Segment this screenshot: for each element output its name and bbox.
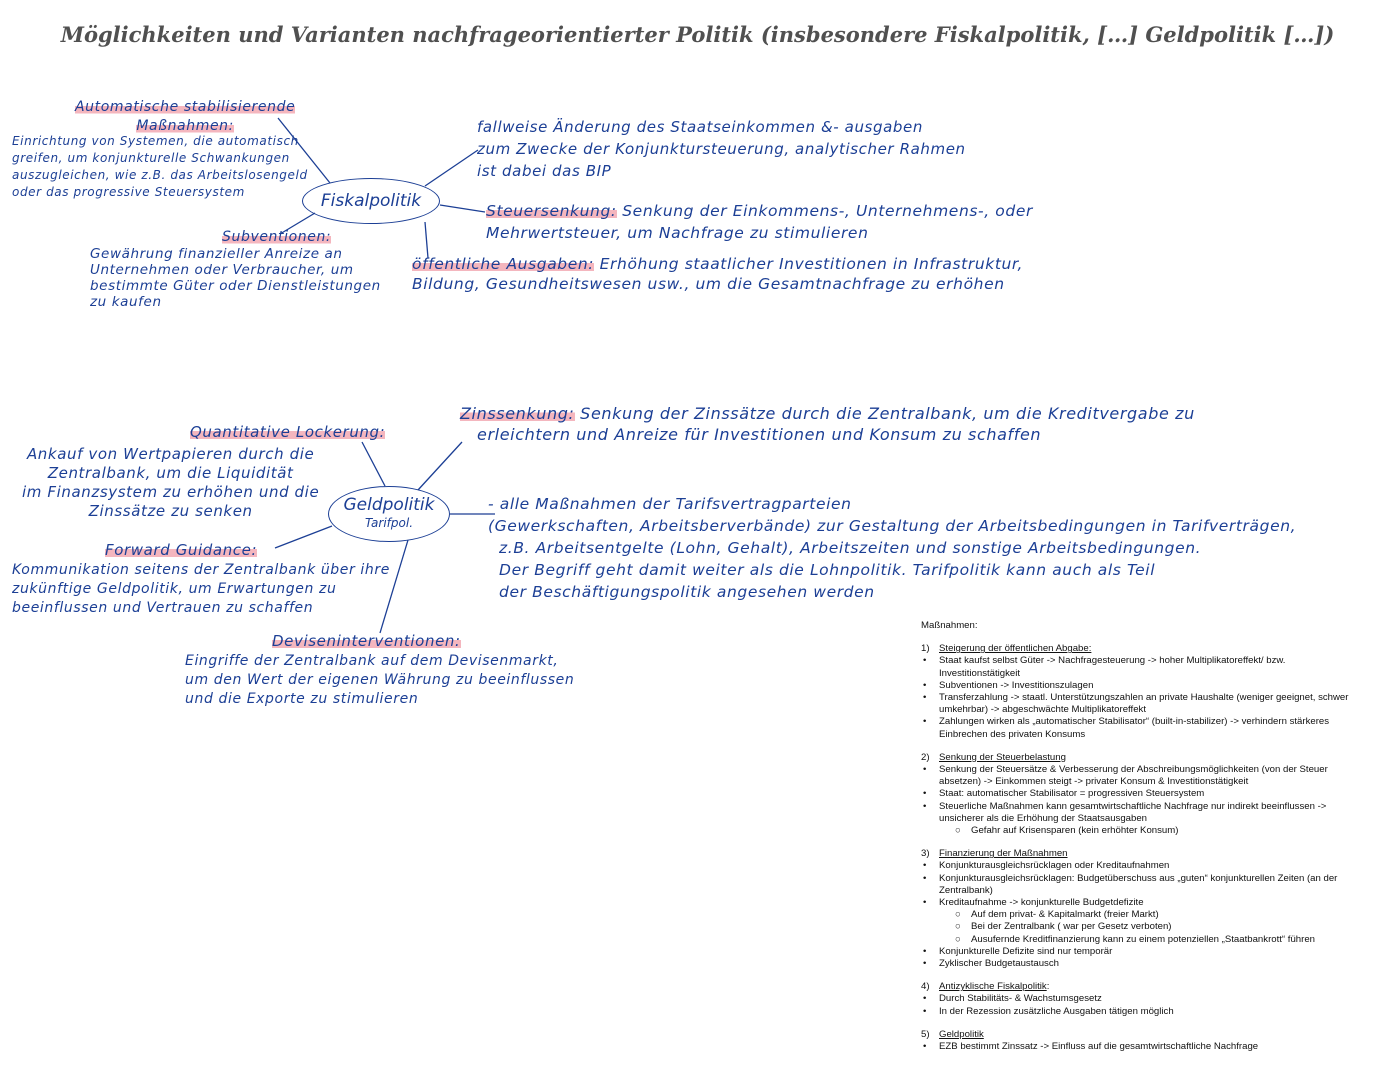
item-text: Gefahr auf Krisensparen (kein erhöhter Konsum) xyxy=(971,825,1179,837)
typed-section xyxy=(921,848,1361,970)
label-text: Subventionen: xyxy=(222,229,332,245)
typed-section xyxy=(921,643,1361,741)
bullet-icon: • xyxy=(923,897,927,909)
fiskalpolitik-node xyxy=(302,178,440,224)
subventionen-label xyxy=(222,228,331,247)
ql-label xyxy=(190,423,385,442)
subventionen-text: Gewährung finanzieller Anreize an Unternehmen oder Verbraucher, um bestimmte Güter oder Dienstleistungen zu kaufen xyxy=(90,246,381,310)
oeffentliche-ausgaben xyxy=(412,254,1023,294)
list-item xyxy=(921,680,1361,692)
bullet-icon: • xyxy=(923,1041,927,1053)
list-item xyxy=(921,788,1361,800)
typed-section xyxy=(921,1029,1361,1053)
list-item xyxy=(921,958,1361,970)
section-title: Senkung der Steuerbelastung xyxy=(939,751,1066,763)
page-title: Möglichkeiten und Varianten nachfrageorientierter Politik (insbesondere Fiskalpolitik, […] Geldpolitik […]) xyxy=(60,22,1335,47)
list-item xyxy=(921,946,1361,958)
bullet-icon: • xyxy=(923,1005,927,1017)
zinssenkung xyxy=(460,403,1195,445)
list-item xyxy=(921,1006,1361,1018)
devisen-text: Eingriffe der Zentralbank auf dem Devisenmarkt, um den Wert der eigenen Währung zu beeinflussen und die Exporte zu stimulieren xyxy=(185,653,575,707)
list-item xyxy=(921,825,1361,837)
item-text: Zyklischer Budgetaustausch xyxy=(939,958,1059,970)
fg-label xyxy=(105,541,257,560)
body-text: Senkung der Zinssätze durch die Zentralbank, um die Kreditvergabe zu erleichtern und Anreize für Investitionen und Konsum zu schaffen xyxy=(477,404,1195,444)
auto-stabilisator-text: Einrichtung von Systemen, die automatisch greifen, um konjunkturelle Schwankungen auszugleichen, wie z.B. das Arbeitslosengeld oder das progressive Steuersystem xyxy=(12,134,308,199)
list-item xyxy=(921,801,1361,825)
circle-bullet-icon: ○ xyxy=(955,909,961,921)
list-item xyxy=(921,716,1361,740)
section-heading xyxy=(921,848,1361,860)
bullet-icon: • xyxy=(923,655,927,667)
item-text: Durch Stabilitäts- & Wachstumsgesetz xyxy=(939,993,1102,1005)
geldpolitik-node xyxy=(328,486,450,542)
item-text: Auf dem privat- & Kapitalmarkt (freier Markt) xyxy=(971,909,1159,921)
section-heading xyxy=(921,643,1361,655)
auto-stabilisator-label xyxy=(75,98,295,136)
typed-notes xyxy=(921,620,1361,1053)
section-number: 3) xyxy=(921,848,930,860)
section-title: Geldpolitik xyxy=(939,1028,984,1040)
steuersenkung xyxy=(486,200,1033,244)
tarifpolitik-text: - alle Maßnahmen der Tarifsvertragparteien (Gewerkschaften, Arbeitsberverbände) zur Gestaltung der Arbeitsbedingungen in Tarifverträgen, z.B. Arbeitsentgelte (Lohn, Gehalt), Arbeitszeiten und sonstige Arbeitsbedingungen. Der Begriff geht damit weiter als die Lohnpolitik. Tarifpolitik kann auch als Teil der Beschäftigungspolitik angesehen werden xyxy=(488,495,1297,601)
fiskal-definition: fallweise Änderung des Staatseinkommen &- ausgaben zum Zwecke der Konjunktursteuerung, analytischer Rahmen ist dabei das BIP xyxy=(477,118,966,180)
list-item xyxy=(921,921,1361,933)
section-heading xyxy=(921,752,1361,764)
item-text: Subventionen -> Investitionszulagen xyxy=(939,679,1094,691)
bullet-icon: • xyxy=(923,679,927,691)
circle-bullet-icon: ○ xyxy=(955,825,961,837)
ql-text: Ankauf von Wertpapieren durch die Zentralbank, um die Liquidität im Finanzsystem zu erhöhen und die Zinssätze zu senken xyxy=(22,445,320,520)
section-number: 2) xyxy=(921,751,930,763)
node-label: Geldpolitik xyxy=(343,495,435,515)
item-text: Kreditaufnahme -> konjunkturelle Budgetdefizite xyxy=(939,897,1144,909)
label-text: Automatische stabilisierende Maßnahmen: xyxy=(75,99,296,134)
section-number: 5) xyxy=(921,1028,930,1040)
bullet-icon: • xyxy=(923,945,927,957)
section-title: Finanzierung der Maßnahmen xyxy=(939,848,1068,860)
label-text: Steuersenkung: xyxy=(486,202,617,220)
label-text: Quantitative Lockerung: xyxy=(190,423,386,441)
bullet-icon: • xyxy=(923,764,927,776)
item-text: Konjunkturausgleichsrücklagen oder Kreditaufnahmen xyxy=(939,860,1170,872)
label-text: Forward Guidance: xyxy=(105,541,258,559)
section-number: 1) xyxy=(921,643,930,655)
list-item xyxy=(921,860,1361,872)
list-item xyxy=(921,692,1361,716)
item-text: Ausufernde Kreditfinanzierung kann zu einem potenziellen „Staatbankrott“ führen xyxy=(971,933,1315,945)
item-text: Konjunkturausgleichsrücklagen: Budgetüberschuss aus „guten“ konjunkturellen Zeiten (an der Zentralbank) xyxy=(939,872,1338,896)
bullet-icon: • xyxy=(923,692,927,704)
bullet-icon: • xyxy=(923,788,927,800)
section-title: Steigerung der öffentlichen Abgabe: xyxy=(939,643,1092,655)
list-item xyxy=(921,655,1361,679)
section-heading xyxy=(921,981,1361,993)
typed-section xyxy=(921,981,1361,1018)
item-text: Transferzahlung -> staatl. Unterstützungszahlen an private Haushalte (weniger geeignet, schwer umkehrbar) -> abgeschwächte Multiplikatoreffekt xyxy=(939,692,1349,716)
typed-section xyxy=(921,752,1361,837)
item-text: Steuerliche Maßnahmen kann gesamtwirtschaftliche Nachfrage nur indirekt beeinflussen -> unsicherer als die Erhöhung der Staatsausgaben xyxy=(939,800,1327,824)
item-text: Staat: automatischer Stabilisator = progressiven Steuersystem xyxy=(939,788,1205,800)
bullet-icon: • xyxy=(923,860,927,872)
bullet-icon: • xyxy=(923,800,927,812)
section-number: 4) xyxy=(921,981,930,993)
section-title: Antizyklische Fiskalpolitik xyxy=(939,981,1047,993)
circle-bullet-icon: ○ xyxy=(955,933,961,945)
devisen-label xyxy=(272,632,461,651)
list-item xyxy=(921,897,1361,909)
body-text: Senkung der Einkommens-, Unternehmens-, oder Mehrwertsteuer, um Nachfrage zu stimulieren xyxy=(486,202,1033,242)
list-item xyxy=(921,1041,1361,1053)
item-text: Senkung der Steuersätze & Verbesserung der Abschreibungsmöglichkeiten (von der Steuer absetzen) -> Einkommen steigt -> privater Konsum & Investitionstätigkeit xyxy=(939,764,1328,788)
item-text: In der Rezession zusätzliche Ausgaben tätigen möglich xyxy=(939,1005,1174,1017)
section-suffix: : xyxy=(1046,981,1050,993)
circle-bullet-icon: ○ xyxy=(955,921,961,933)
bullet-icon: • xyxy=(923,716,927,728)
label-text: Deviseninterventionen: xyxy=(272,632,461,650)
label-text: öffentliche Ausgaben: xyxy=(412,255,595,273)
list-item xyxy=(921,934,1361,946)
item-text: Zahlungen wirken als „automatischer Stabilisator“ (built-in-stabilizer) -> verhindern stärkeres Einbrechen des privaten Konsums xyxy=(939,716,1330,740)
list-item xyxy=(921,909,1361,921)
label-text: Zinssenkung: xyxy=(460,404,575,423)
node-label: Fiskalpolitik xyxy=(320,191,422,211)
list-item xyxy=(921,993,1361,1005)
item-text: Konjunkturelle Defizite sind nur temporär xyxy=(939,945,1113,957)
item-text: EZB bestimmt Zinssatz -> Einfluss auf die gesamtwirtschaftliche Nachfrage xyxy=(939,1041,1259,1053)
bullet-icon: • xyxy=(923,958,927,970)
node-sublabel: Tarifpol. xyxy=(364,516,414,530)
bullet-icon: • xyxy=(923,872,927,884)
item-text: Bei der Zentralbank ( war per Gesetz verboten) xyxy=(971,921,1172,933)
item-text: Staat kaufst selbst Güter -> Nachfragesteuerung -> hoher Multiplikatoreffekt/ bzw. Investitionstätigkeit xyxy=(939,655,1286,679)
list-item xyxy=(921,873,1361,897)
section-heading xyxy=(921,1029,1361,1041)
list-item xyxy=(921,764,1361,788)
body-text: Erhöhung staatlicher Investitionen in Infrastruktur, Bildung, Gesundheitswesen usw., um die Gesamtnachfrage zu erhöhen xyxy=(412,255,1024,293)
typed-heading: Maßnahmen: xyxy=(921,620,978,631)
fg-text: Kommunikation seitens der Zentralbank über ihre zukünftige Geldpolitik, um Erwartungen zu beeinflussen und Vertrauen zu schaffen xyxy=(12,562,390,616)
bullet-icon: • xyxy=(923,993,927,1005)
